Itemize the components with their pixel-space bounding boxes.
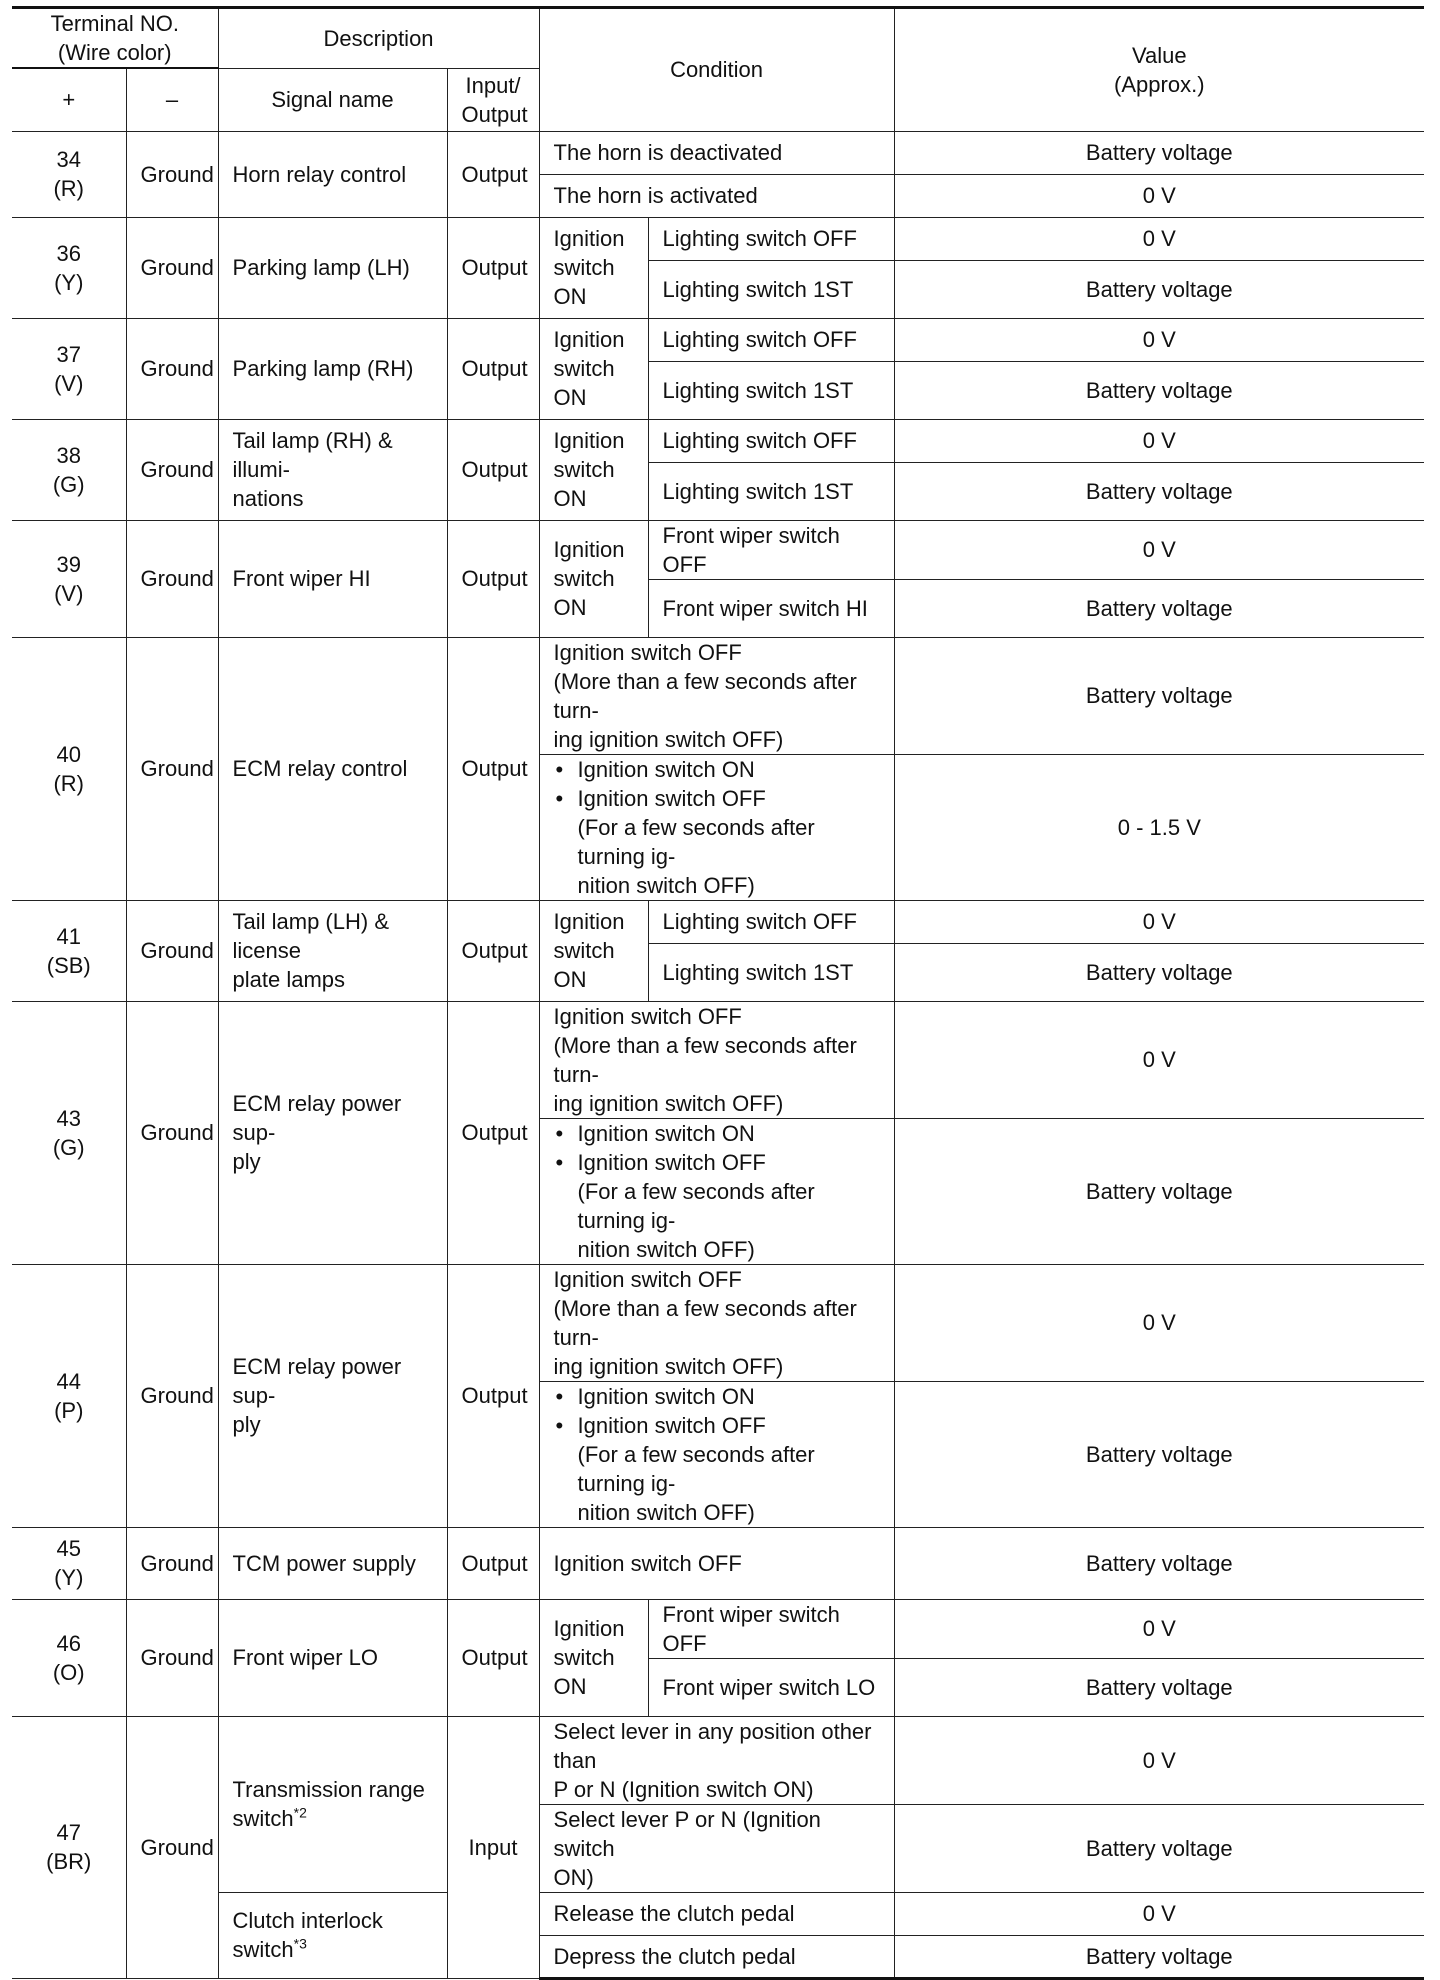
value-46-1: 0 V	[894, 1599, 1424, 1658]
io-43: Output	[447, 1001, 539, 1264]
value-36-1: 0 V	[894, 217, 1424, 260]
condition-note: (For a few seconds after turning ig- nition switch OFF)	[577, 1178, 815, 1262]
signal-43: ECM relay power sup- ply	[218, 1001, 447, 1264]
signal-37: Parking lamp (RH)	[218, 318, 447, 419]
value-46-2: Battery voltage	[894, 1658, 1424, 1716]
condition-47-2: Select lever P or N (Ignition switch ON)	[539, 1804, 894, 1892]
value-38-2: Battery voltage	[894, 462, 1424, 520]
header-condition: Condition	[539, 8, 894, 132]
condition-36-1: Lighting switch OFF	[648, 217, 894, 260]
value-40-2: 0 - 1.5 V	[894, 754, 1424, 900]
ground-34: Ground	[126, 131, 218, 217]
io-40: Output	[447, 637, 539, 900]
value-36-2: Battery voltage	[894, 260, 1424, 318]
signal-46: Front wiper LO	[218, 1599, 447, 1716]
value-47-4: Battery voltage	[894, 1935, 1424, 1978]
condition-34-1: The horn is deactivated	[539, 131, 894, 174]
terminal-44: 44 (P)	[12, 1264, 126, 1527]
condition-38-2: Lighting switch 1ST	[648, 462, 894, 520]
ground-39: Ground	[126, 520, 218, 637]
ground-41: Ground	[126, 900, 218, 1001]
ignition-block-39: Ignition switch ON	[539, 520, 648, 637]
io-34: Output	[447, 131, 539, 217]
value-34-2: 0 V	[894, 174, 1424, 217]
terminal-47: 47 (BR)	[12, 1716, 126, 1978]
condition-36-2: Lighting switch 1ST	[648, 260, 894, 318]
ignition-block-38: Ignition switch ON	[539, 419, 648, 520]
value-37-2: Battery voltage	[894, 361, 1424, 419]
condition-44-2	[539, 1381, 894, 1527]
terminal-40: 40 (R)	[12, 637, 126, 900]
ignition-block-46: Ignition switch ON	[539, 1599, 648, 1716]
ground-46: Ground	[126, 1599, 218, 1716]
io-45: Output	[447, 1527, 539, 1599]
ignition-block-37: Ignition switch ON	[539, 318, 648, 419]
value-39-2: Battery voltage	[894, 579, 1424, 637]
condition-list	[554, 755, 880, 813]
io-37: Output	[447, 318, 539, 419]
signal-38: Tail lamp (RH) & illumi- nations	[218, 419, 447, 520]
ignition-block-36: Ignition switch ON	[539, 217, 648, 318]
signal-36: Parking lamp (LH)	[218, 217, 447, 318]
condition-39-2: Front wiper switch HI	[648, 579, 894, 637]
condition-39-1: Front wiper switch OFF	[648, 520, 894, 579]
signal-47-1-text: Transmission range switch	[232, 1777, 425, 1831]
ground-47: Ground	[126, 1716, 218, 1978]
condition-item: • Ignition switch ON	[578, 1382, 880, 1411]
terminal-45: 45 (Y)	[12, 1527, 126, 1599]
header-plus: +	[12, 68, 126, 131]
signal-47-2-text: Clutch interlock switch	[232, 1908, 383, 1962]
header-minus: –	[126, 68, 218, 131]
ground-37: Ground	[126, 318, 218, 419]
condition-43-1: Ignition switch OFF (More than a few seconds after turn- ing ignition switch OFF)	[539, 1001, 894, 1118]
header-signal-name: Signal name	[218, 68, 447, 131]
value-39-1: 0 V	[894, 520, 1424, 579]
io-47: Input	[447, 1716, 539, 1978]
io-46: Output	[447, 1599, 539, 1716]
ground-43: Ground	[126, 1001, 218, 1264]
terminal-34: 34 (R)	[12, 131, 126, 217]
value-40-1: Battery voltage	[894, 637, 1424, 754]
value-47-2: Battery voltage	[894, 1804, 1424, 1892]
ground-40: Ground	[126, 637, 218, 900]
value-37-1: 0 V	[894, 318, 1424, 361]
condition-note: (For a few seconds after turning ig- nition switch OFF)	[577, 1441, 815, 1525]
condition-41-2: Lighting switch 1ST	[648, 943, 894, 1001]
condition-item: • Ignition switch ON	[578, 1119, 880, 1148]
condition-45: Ignition switch OFF	[539, 1527, 894, 1599]
ground-36: Ground	[126, 217, 218, 318]
condition-note: (For a few seconds after turning ig- nition switch OFF)	[577, 814, 815, 898]
condition-46-2: Front wiper switch LO	[648, 1658, 894, 1716]
condition-47-4: Depress the clutch pedal	[539, 1935, 894, 1978]
terminal-36: 36 (Y)	[12, 217, 126, 318]
signal-44: ECM relay power sup- ply	[218, 1264, 447, 1527]
io-44: Output	[447, 1264, 539, 1527]
condition-40-2	[539, 754, 894, 900]
condition-item: • Ignition switch OFF	[578, 1148, 880, 1177]
footnote-ref: *3	[293, 1935, 307, 1952]
value-45: Battery voltage	[894, 1527, 1424, 1599]
condition-item: • Ignition switch ON	[578, 755, 880, 784]
terminal-43: 43 (G)	[12, 1001, 126, 1264]
value-41-2: Battery voltage	[894, 943, 1424, 1001]
condition-list	[554, 1382, 880, 1440]
condition-37-1: Lighting switch OFF	[648, 318, 894, 361]
header-description: Description	[218, 8, 539, 69]
value-38-1: 0 V	[894, 419, 1424, 462]
header-input-output: Input/ Output	[447, 68, 539, 131]
value-43-2: Battery voltage	[894, 1118, 1424, 1264]
ground-38: Ground	[126, 419, 218, 520]
header-terminal: Terminal NO. (Wire color)	[12, 8, 218, 69]
condition-41-1: Lighting switch OFF	[648, 900, 894, 943]
condition-list	[554, 1119, 880, 1177]
terminal-38: 38 (G)	[12, 419, 126, 520]
terminal-46: 46 (O)	[12, 1599, 126, 1716]
value-43-1: 0 V	[894, 1001, 1424, 1118]
condition-46-1: Front wiper switch OFF	[648, 1599, 894, 1658]
signal-41: Tail lamp (LH) & license plate lamps	[218, 900, 447, 1001]
value-44-2: Battery voltage	[894, 1381, 1424, 1527]
io-38: Output	[447, 419, 539, 520]
condition-item: • Ignition switch OFF	[578, 784, 880, 813]
value-44-1: 0 V	[894, 1264, 1424, 1381]
condition-38-1: Lighting switch OFF	[648, 419, 894, 462]
signal-45: TCM power supply	[218, 1527, 447, 1599]
value-47-1: 0 V	[894, 1716, 1424, 1804]
io-36: Output	[447, 217, 539, 318]
signal-34: Horn relay control	[218, 131, 447, 217]
io-39: Output	[447, 520, 539, 637]
condition-34-2: The horn is activated	[539, 174, 894, 217]
signal-47-2	[218, 1892, 447, 1978]
terminal-37: 37 (V)	[12, 318, 126, 419]
ground-45: Ground	[126, 1527, 218, 1599]
condition-43-2	[539, 1118, 894, 1264]
terminal-value-table	[12, 6, 1424, 1980]
condition-44-1: Ignition switch OFF (More than a few seconds after turn- ing ignition switch OFF)	[539, 1264, 894, 1381]
terminal-39: 39 (V)	[12, 520, 126, 637]
ground-44: Ground	[126, 1264, 218, 1527]
value-47-3: 0 V	[894, 1892, 1424, 1935]
value-34-1: Battery voltage	[894, 131, 1424, 174]
condition-47-1: Select lever in any position other than P or N (Ignition switch ON)	[539, 1716, 894, 1804]
condition-37-2: Lighting switch 1ST	[648, 361, 894, 419]
ignition-block-41: Ignition switch ON	[539, 900, 648, 1001]
condition-47-3: Release the clutch pedal	[539, 1892, 894, 1935]
header-value: Value (Approx.)	[894, 8, 1424, 132]
terminal-41: 41 (SB)	[12, 900, 126, 1001]
io-41: Output	[447, 900, 539, 1001]
condition-item: • Ignition switch OFF	[578, 1411, 880, 1440]
signal-40: ECM relay control	[218, 637, 447, 900]
signal-39: Front wiper HI	[218, 520, 447, 637]
footnote-ref: *2	[293, 1804, 307, 1821]
condition-40-1: Ignition switch OFF (More than a few seconds after turn- ing ignition switch OFF)	[539, 637, 894, 754]
signal-47-1	[218, 1716, 447, 1892]
value-41-1: 0 V	[894, 900, 1424, 943]
